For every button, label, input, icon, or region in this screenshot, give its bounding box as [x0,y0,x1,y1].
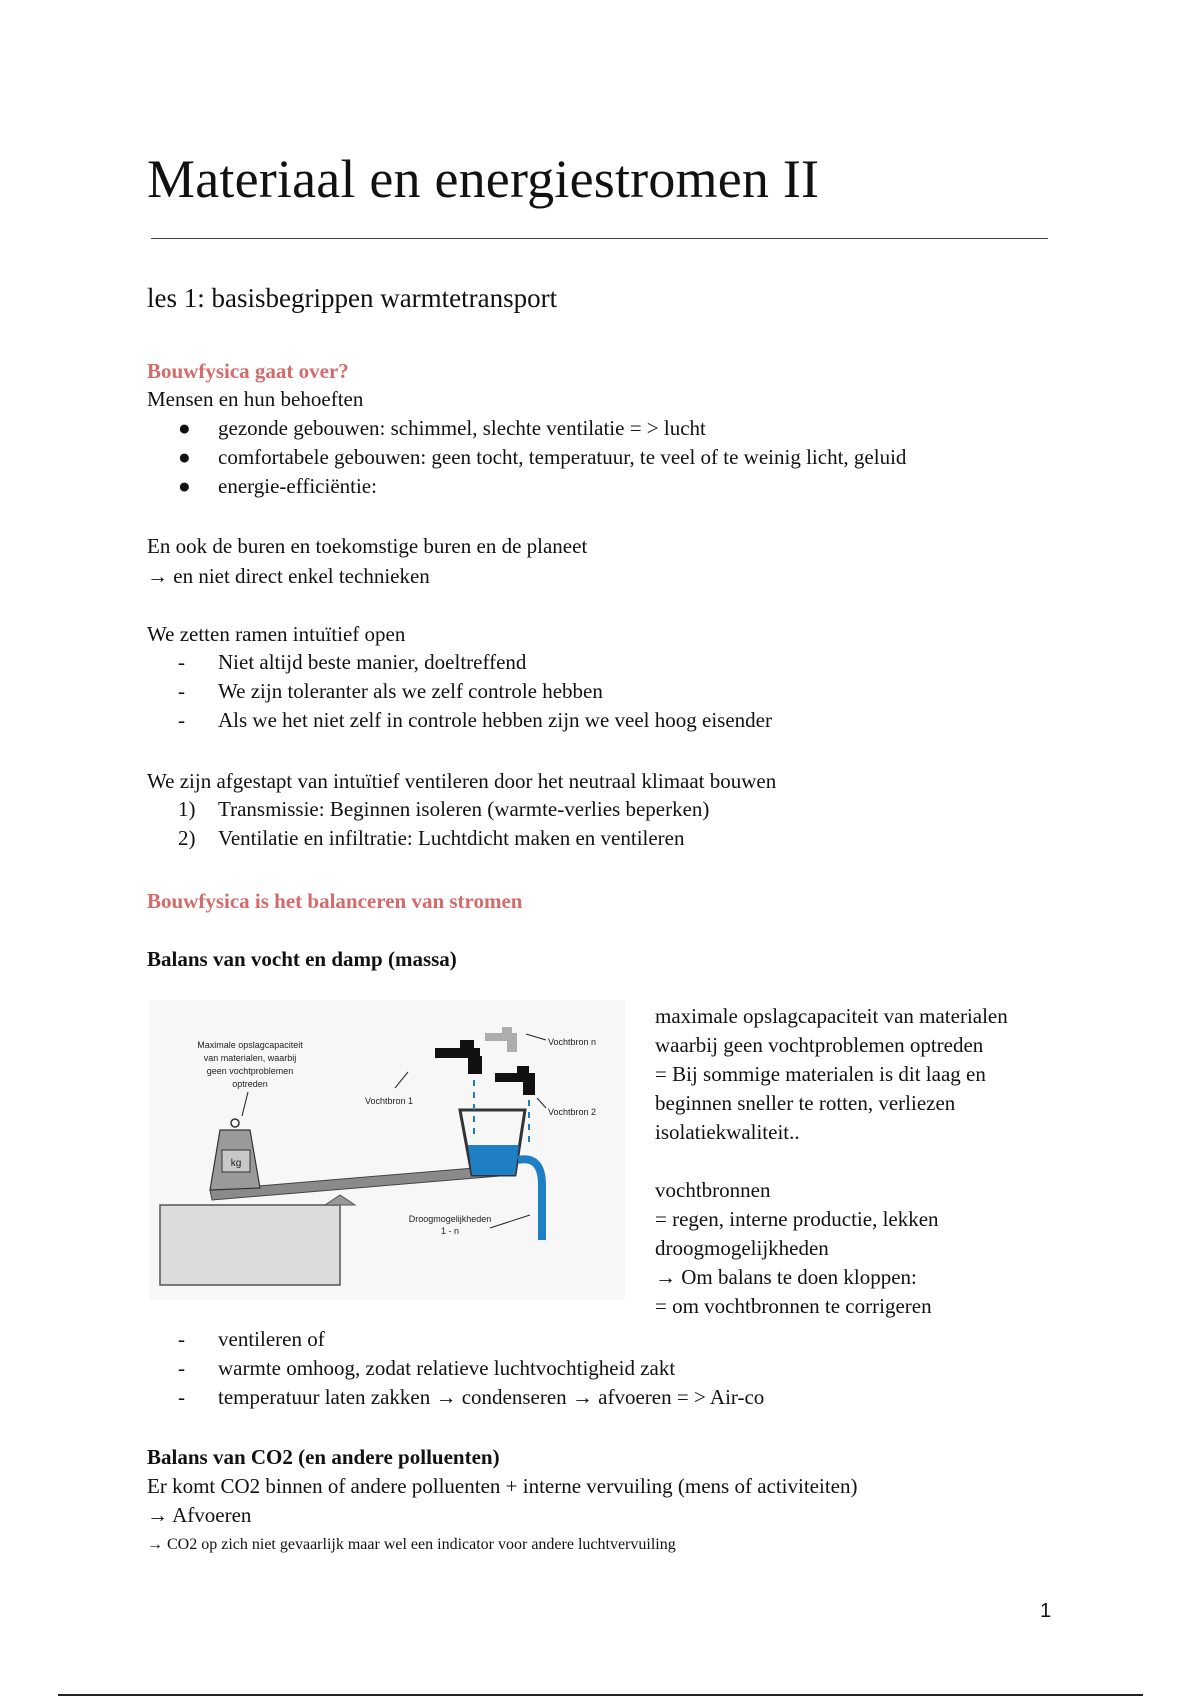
windows-list [178,648,772,735]
svg-text:geen vochtproblemen: geen vochtproblemen [206,1066,294,1076]
co2-note: → CO2 op zich niet gevaarlijk maar wel een indicator voor andere luchtvervuiling [147,1536,676,1553]
explanation-line: beginnen sneller te rotten, verliezen [655,1091,956,1115]
bucket-water [468,1145,519,1175]
list-item: - We zijn toleranter als we zelf controle hebben [178,679,603,703]
svg-text:van materialen, waarbij: van materialen, waarbij [203,1053,297,1063]
page-bottom-divider [58,1694,1143,1696]
title-divider [151,238,1048,239]
svg-text:Maximale opslagcapaciteit: Maximale opslagcapaciteit [197,1040,303,1050]
pedestal-block [160,1205,340,1285]
list-item: ● energie-efficiëntie: [178,474,377,498]
label-source-n: Vochtbron n [548,1037,597,1047]
svg-text:Droogmogelijkheden: Droogmogelijkheden [408,1214,492,1224]
moisture-explanation [655,1002,1075,1321]
label-source-1: Vochtbron 1 [365,1096,414,1106]
explanation-line: = regen, interne productie, lekken [655,1207,939,1231]
explanation-line: = om vochtbronnen te corrigeren [655,1294,932,1318]
list-item: - Niet altijd beste manier, doeltreffend [178,650,527,674]
climate-list [178,795,709,853]
list-item: - Als we het niet zelf in controle hebben zijn we veel hoog eisender [178,708,772,732]
weight-label: kg [230,1158,242,1169]
needs-list [178,414,906,501]
windows-intro: We zetten ramen intuïtief open [147,622,406,646]
moisture-solutions-list [178,1325,764,1412]
list-item: - ventileren of [178,1327,325,1351]
climate-intro: We zijn afgestapt van intuïtief ventileren door het neutraal klimaat bouwen [147,769,777,793]
explanation-line: = Bij sommige materialen is dit laag en [655,1062,986,1086]
explanation-line: waarbij geen vochtproblemen optreden [655,1033,984,1057]
moisture-heading: Balans van vocht en damp (massa) [147,947,457,971]
list-item: - temperatuur laten zakken → condenseren → afvoeren = > Air-co [178,1385,765,1409]
list-item: 1) Transmissie: Beginnen isoleren (warmte-verlies beperken) [178,797,710,821]
explanation-line: vochtbronnen [655,1178,771,1202]
list-item: 2) Ventilatie en infiltratie: Luchtdicht maken en ventileren [178,826,685,850]
svg-text:1 - n: 1 - n [440,1226,460,1236]
lesson-title: les 1: basisbegrippen warmtetransport [147,283,558,313]
list-item: ● gezonde gebouwen: schimmel, slechte ventilatie = > lucht [178,416,706,440]
list-item: ● comfortabele gebouwen: geen tocht, temperatuur, te veel of te weinig licht, geluid [178,445,907,469]
co2-heading: Balans van CO2 (en andere polluenten) [147,1445,500,1469]
explanation-line: droogmogelijkheden [655,1236,829,1260]
explanation-line: isolatiekwaliteit.. [655,1120,800,1144]
svg-text:optreden: optreden [232,1079,268,1089]
paragraph-line: En ook de buren en toekomstige buren en de planeet [147,534,588,558]
label-source-2: Vochtbron 2 [548,1107,597,1117]
explanation-line: maximale opslagcapaciteit van materialen [655,1004,1008,1028]
explanation-line [655,1147,1075,1176]
co2-line: Er komt CO2 binnen of andere polluenten + interne vervuiling (mens of activiteiten) [147,1474,858,1498]
page-title: Materiaal en energiestromen II [147,149,820,209]
page-number: 1 [1040,1600,1052,1622]
section-heading-balanceren: Bouwfysica is het balanceren van stromen [147,889,523,913]
weight-ring [231,1119,239,1127]
section-heading-bouwfysica: Bouwfysica gaat over? [147,359,349,383]
moisture-balance-diagram [150,1000,625,1300]
explanation-line: → Om balans te doen kloppen: [655,1265,917,1289]
intro-text: Mensen en hun behoeften [147,387,364,411]
paragraph-line: → en niet direct enkel technieken [147,564,430,588]
co2-line: → Afvoeren [147,1503,252,1527]
list-item: - warmte omhoog, zodat relatieve luchtvochtigheid zakt [178,1356,676,1380]
